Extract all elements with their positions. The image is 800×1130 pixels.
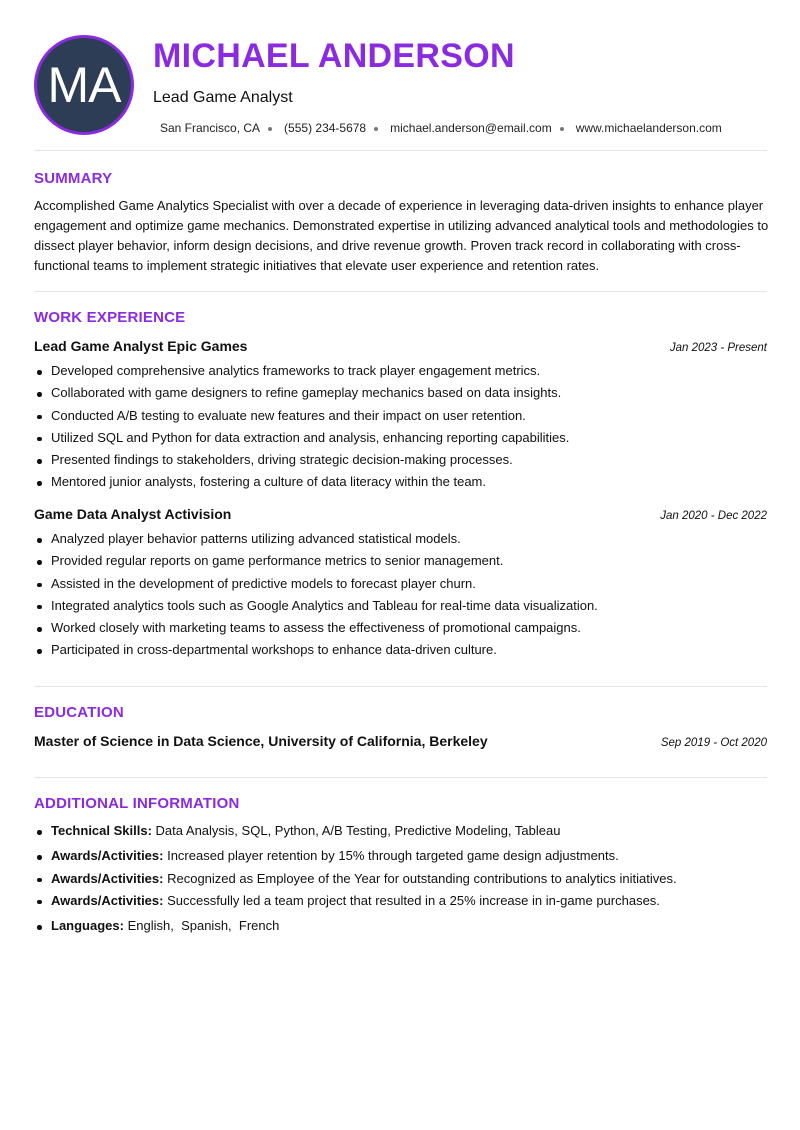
info-label: Awards/Activities: bbox=[51, 848, 164, 864]
job-bullets bbox=[34, 360, 767, 494]
list-item: Developed comprehensive analytics frameworks to track player engagement metrics. bbox=[34, 360, 767, 382]
divider bbox=[34, 686, 767, 687]
divider bbox=[34, 777, 767, 778]
list-item: Presented findings to stakeholders, driving strategic decision-making processes. bbox=[34, 449, 767, 471]
contact-email[interactable]: michael.anderson@email.com bbox=[390, 121, 552, 135]
info-value: Increased player retention by 15% through targeted game design adjustments. bbox=[167, 848, 619, 864]
resume-header bbox=[34, 0, 767, 150]
list-item: Participated in cross-departmental workshops to enhance data-driven culture. bbox=[34, 639, 767, 661]
contact-info bbox=[160, 121, 722, 135]
divider bbox=[34, 291, 767, 292]
list-item: Utilized SQL and Python for data extraction and analysis, enhancing reporting capabilities. bbox=[34, 427, 767, 449]
info-value: Recognized as Employee of the Year for outstanding contributions to analytics initiatives. bbox=[167, 870, 677, 886]
summary-text: Accomplished Game Analytics Specialist with over a decade of experience in leveraging data-driven insights to enhance player engagement and optimize game mechanics. Demonstrated expertise in utilizing advanced analytical tools and methodologies to dissect player behavior, inform design decisions, and drive revenue growth. Proven track record in collaborating with cross-functional teams to implement strategic initiatives that elevate user experience and retention rates. bbox=[34, 198, 769, 273]
separator-dot-icon bbox=[374, 127, 378, 131]
info-label: Awards/Activities: bbox=[51, 892, 164, 908]
list-item: Analyzed player behavior patterns utilizing advanced statistical models. bbox=[34, 528, 767, 550]
candidate-name: MICHAEL ANDERSON bbox=[153, 37, 515, 75]
education-dates: Sep 2019 - Oct 2020 bbox=[660, 737, 767, 749]
job-bullets bbox=[34, 528, 767, 662]
info-value: Successfully led a team project that resulted in a 25% increase in in-game purchases. bbox=[167, 892, 660, 908]
list-item: Assisted in the development of predictive models to forecast player churn. bbox=[34, 573, 767, 595]
list-item: Collaborated with game designers to refine gameplay mechanics based on data insights. bbox=[34, 382, 767, 404]
list-item: Provided regular reports on game performance metrics to senior management. bbox=[34, 550, 767, 572]
separator-dot-icon bbox=[268, 127, 272, 131]
separator-dot-icon bbox=[560, 127, 564, 131]
job-header bbox=[34, 506, 767, 522]
contact-phone: (555) 234-5678 bbox=[284, 121, 367, 135]
additional-info-list bbox=[34, 820, 767, 937]
education-degree: Master of Science in Data Science, University of California, Berkeley bbox=[34, 733, 488, 749]
job-header bbox=[34, 338, 767, 354]
avatar bbox=[34, 35, 134, 135]
list-item: Conducted A/B testing to evaluate new features and their impact on user retention. bbox=[34, 405, 767, 427]
info-label: Awards/Activities: bbox=[51, 870, 164, 886]
resume-page bbox=[34, 0, 769, 934]
info-value: English, Spanish, French bbox=[127, 918, 280, 934]
job-role: Game Data Analyst Activision bbox=[34, 506, 232, 522]
avatar-initials: MA bbox=[47, 57, 121, 113]
list-item bbox=[34, 915, 767, 937]
list-item: Mentored junior analysts, fostering a culture of data literacy within the team. bbox=[34, 471, 767, 493]
list-item bbox=[34, 868, 767, 890]
divider bbox=[34, 150, 767, 151]
list-item bbox=[34, 890, 767, 912]
education-heading: EDUCATION bbox=[34, 704, 124, 721]
list-item: Worked closely with marketing teams to assess the effectiveness of promotional campaigns. bbox=[34, 617, 767, 639]
additional-info-heading: ADDITIONAL INFORMATION bbox=[34, 795, 240, 812]
work-experience-heading: WORK EXPERIENCE bbox=[34, 309, 186, 326]
candidate-title: Lead Game Analyst bbox=[153, 89, 293, 106]
contact-location: San Francisco, CA bbox=[160, 121, 261, 135]
list-item bbox=[34, 820, 767, 842]
job-dates: Jan 2023 - Present bbox=[669, 342, 767, 354]
job-role: Lead Game Analyst Epic Games bbox=[34, 338, 248, 354]
education-entry bbox=[34, 733, 767, 749]
job-dates: Jan 2020 - Dec 2022 bbox=[660, 510, 767, 522]
info-value: Data Analysis, SQL, Python, A/B Testing, Predictive Modeling, Tableau bbox=[155, 823, 561, 838]
list-item bbox=[34, 845, 767, 867]
list-item: Integrated analytics tools such as Google Analytics and Tableau for real-time data visualization. bbox=[34, 595, 767, 617]
info-label: Languages: bbox=[51, 918, 124, 934]
info-label: Technical Skills: bbox=[51, 823, 152, 838]
contact-website[interactable]: www.michaelanderson.com bbox=[575, 121, 722, 135]
summary-heading: SUMMARY bbox=[34, 170, 113, 187]
